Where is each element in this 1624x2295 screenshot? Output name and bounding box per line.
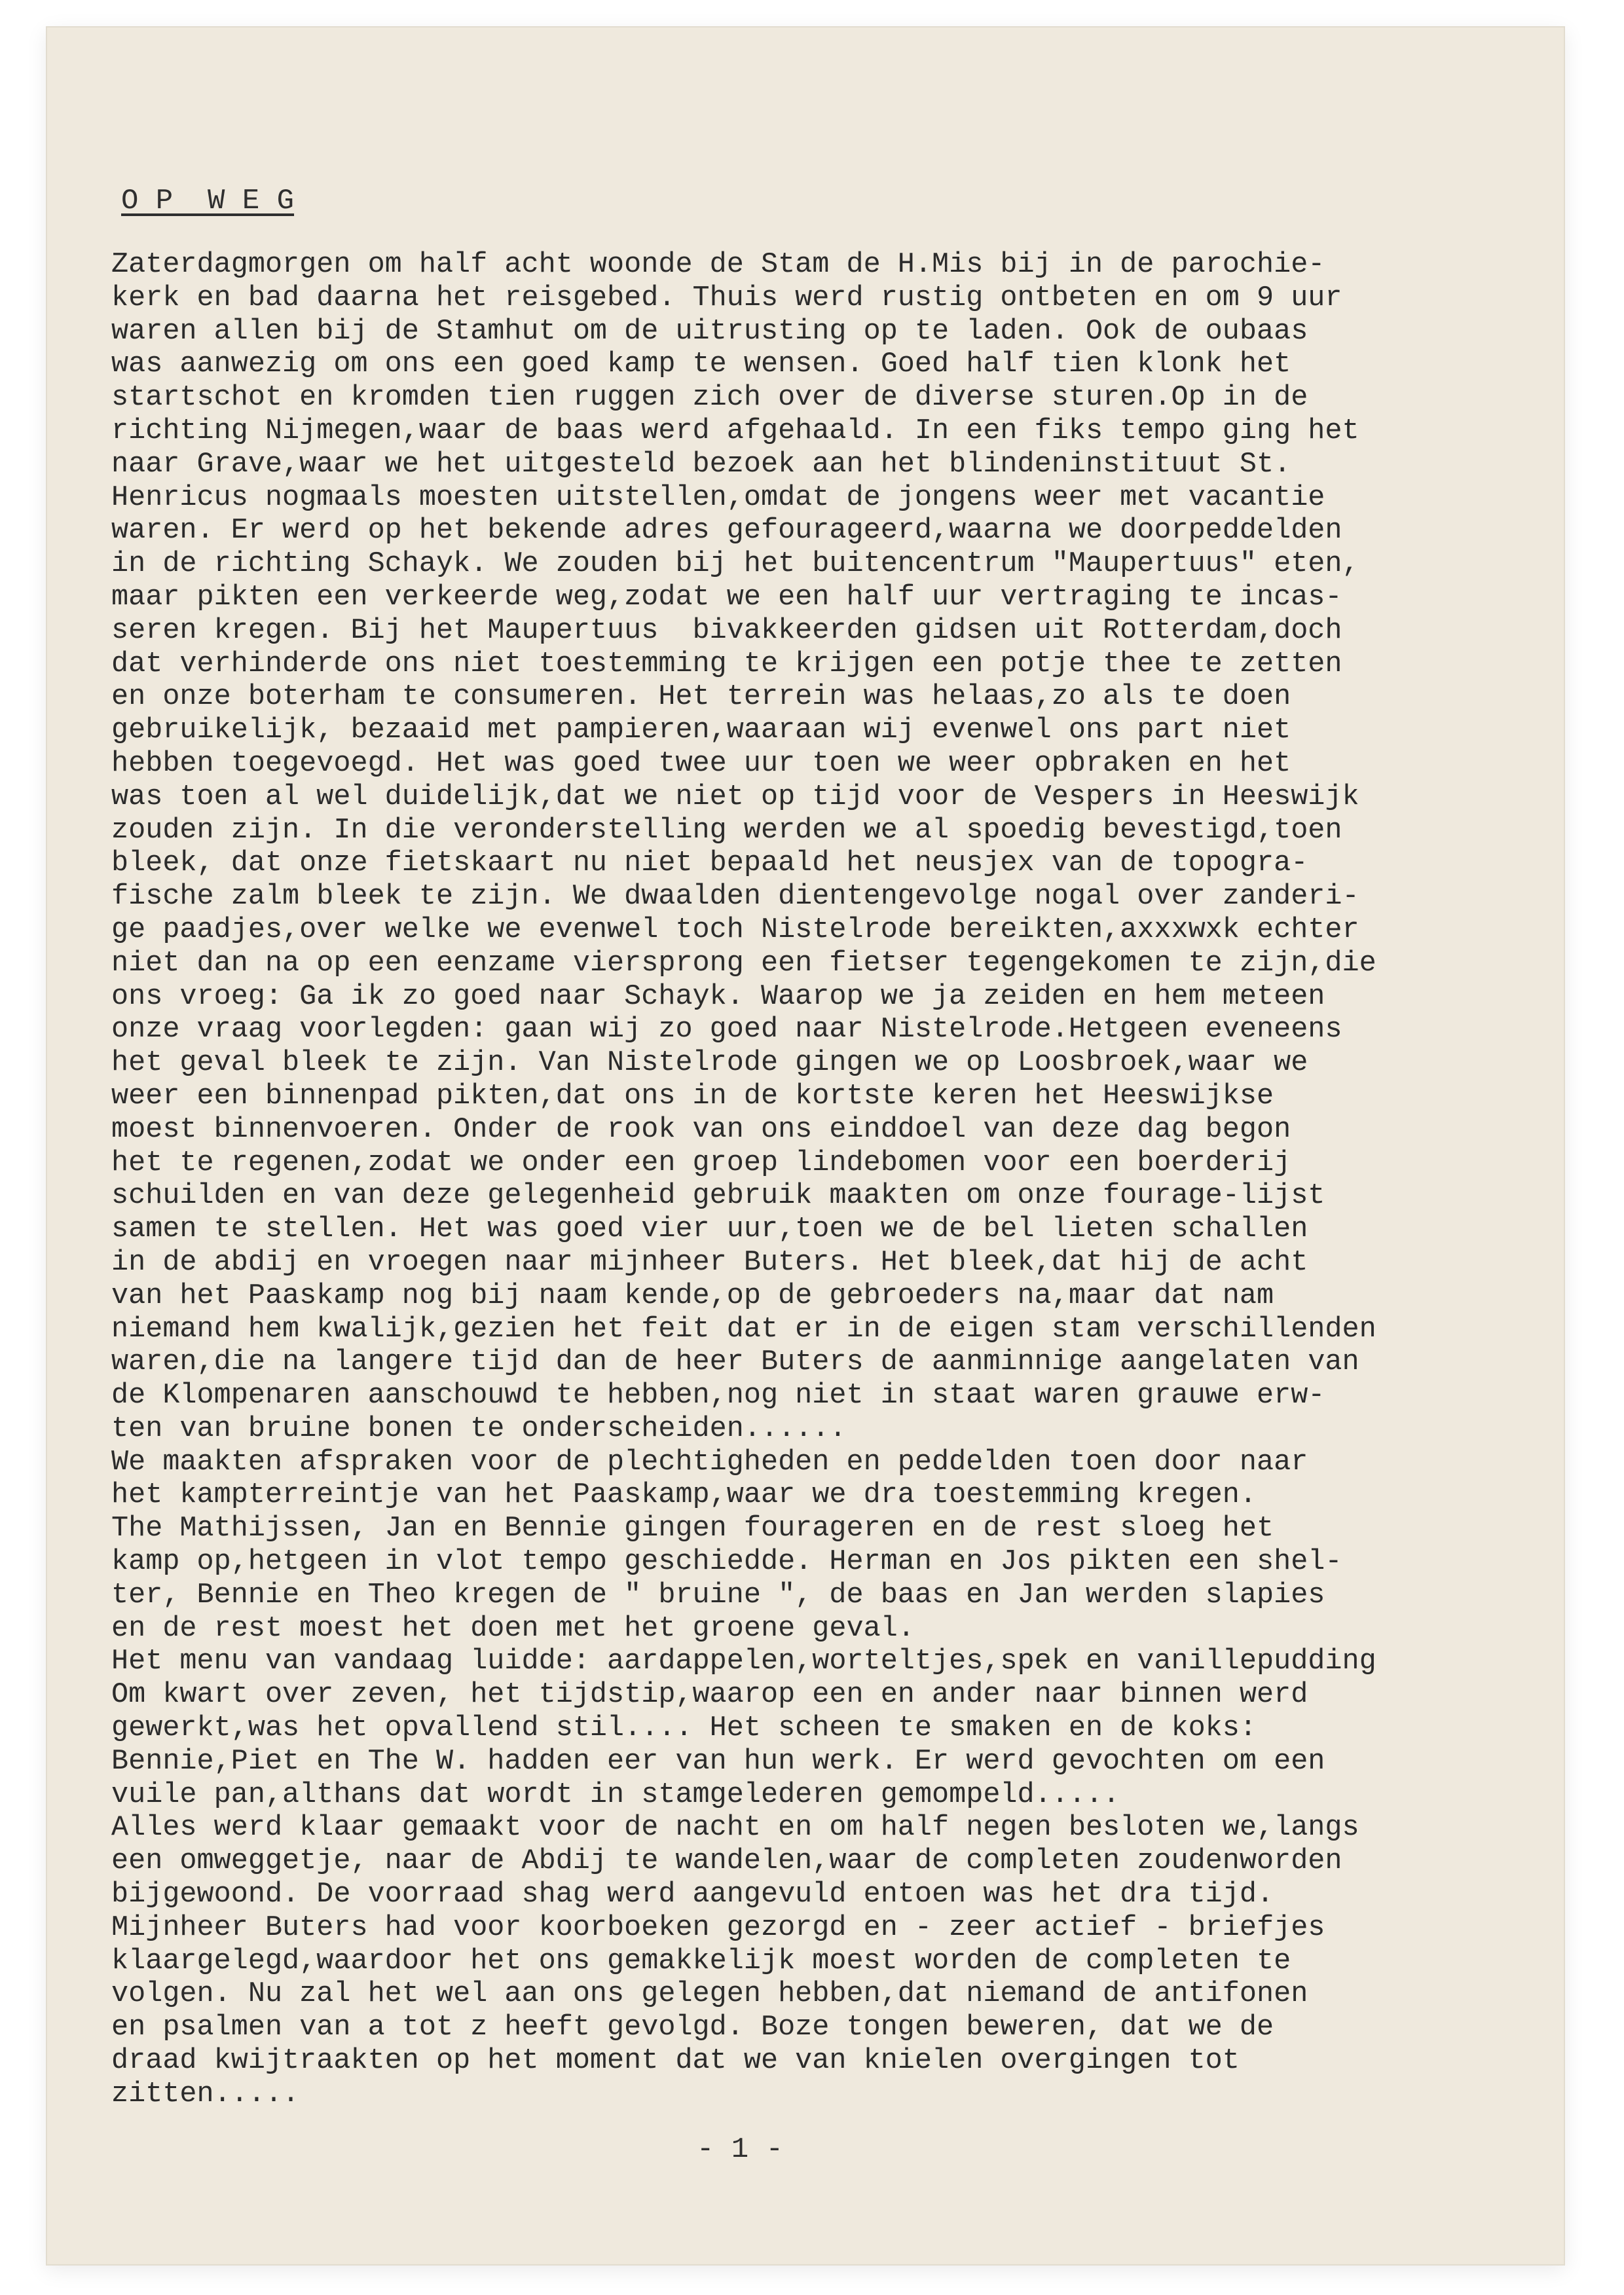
text-line: ten van bruine bonen te onderscheiden......	[111, 1412, 847, 1445]
text-line: het geval bleek te zijn. Van Nistelrode gingen we op Loosbroek,waar we	[111, 1047, 1308, 1080]
text-line: richting Nijmegen,waar de baas werd afgehaald. In een fiks tempo ging het	[111, 414, 1359, 447]
text-line: samen te stellen. Het was goed vier uur,toen we de bel lieten schallen	[111, 1213, 1308, 1246]
text-line: bijgewoond. De voorraad shag werd aangevuld entoen was het dra tijd.	[111, 1879, 1274, 1911]
text-line: vuile pan,althans dat wordt in stamgelederen gemompeld.....	[111, 1778, 1120, 1811]
text-line: bleek, dat onze fietskaart nu niet bepaald het neusjex van de topogra-	[111, 847, 1308, 880]
text-line: en de rest moest het doen met het groene geval.	[111, 1612, 915, 1645]
text-line: zitten.....	[111, 2078, 300, 2110]
text-line: niemand hem kwalijk,gezien het feit dat er in de eigen stam verschillenden	[111, 1313, 1376, 1346]
text-line: naar Grave,waar we het uitgesteld bezoek aan het blindeninstituut St.	[111, 448, 1291, 481]
text-line: waren. Er werd op het bekende adres gefourageerd,waarna we doorpeddelden	[111, 515, 1342, 547]
text-line: was toen al wel duidelijk,dat we niet op tijd voor de Vespers in Heeswijk	[111, 780, 1359, 813]
text-line: startschot en kromden tien ruggen zich over de diverse sturen.Op in de	[111, 382, 1308, 414]
text-line: The Mathijssen, Jan en Bennie gingen fourageren en de rest sloeg het	[111, 1513, 1274, 1545]
text-line: schuilden en van deze gelegenheid gebruik maakten om onze fourage-lijst	[111, 1180, 1325, 1213]
text-line: een omweggetje, naar de Abdij te wandelen,waar de completen zoudenworden	[111, 1845, 1342, 1878]
text-line: We maakten afspraken voor de plechtigheden en peddelden toen door naar	[111, 1446, 1308, 1478]
text-line: gewerkt,was het opvallend stil.... Het scheen te smaken en de koks:	[111, 1712, 1257, 1745]
text-line: het te regenen,zodat we onder een groep lindebomen voor een boerderij	[111, 1147, 1291, 1179]
text-line: ons vroeg: Ga ik zo goed naar Schayk. Waarop we ja zeiden en hem meteen	[111, 980, 1325, 1013]
text-line: Henricus nogmaals moesten uitstellen,omdat de jongens weer met vacantie	[111, 481, 1325, 514]
text-line: en psalmen van a tot z heeft gevolgd. Boze tongen beweren, dat we de	[111, 2011, 1274, 2044]
text-line: fische zalm bleek te zijn. We dwaalden dientengevolge nogal over zanderi-	[111, 881, 1359, 913]
text-line: waren,die na langere tijd dan de heer Buters de aanminnige aangelaten van	[111, 1346, 1359, 1379]
text-line: Het menu van vandaag luidde: aardappelen,worteltjes,spek en vanillepudding	[111, 1645, 1376, 1678]
text-line: gebruikelijk, bezaaid met pampieren,waaraan wij evenwel ons part niet	[111, 714, 1291, 747]
text-line: draad kwijtraakten op het moment dat we van knielen overgingen tot	[111, 2045, 1240, 2078]
text-line: Mijnheer Buters had voor koorboeken gezorgd en - zeer actief - briefjes	[111, 1911, 1325, 1944]
text-line: Bennie,Piet en The W. hadden eer van hun werk. Er werd gevochten om een	[111, 1745, 1325, 1778]
text-line: de Klompenaren aanschouwd te hebben,nog niet in staat waren grauwe erw-	[111, 1380, 1325, 1412]
text-line: moest binnenvoeren. Onder de rook van ons einddoel van deze dag begon	[111, 1113, 1291, 1146]
text-line: en onze boterham te consumeren. Het terrein was helaas,zo als te doen	[111, 681, 1291, 714]
text-line: in de richting Schayk. We zouden bij het buitencentrum "Maupertuus" eten,	[111, 548, 1359, 581]
text-line: het kampterreintje van het Paaskamp,waar we dra toestemming kregen.	[111, 1479, 1257, 1512]
text-line: Om kwart over zeven, het tijdstip,waarop een en ander naar binnen werd	[111, 1679, 1308, 1712]
text-line: Zaterdagmorgen om half acht woonde de Stam de H.Mis bij in de parochie-	[111, 249, 1325, 281]
text-line: ter, Bennie en Theo kregen de " bruine ", de baas en Jan werden slapies	[111, 1579, 1325, 1611]
text-line: in de abdij en vroegen naar mijnheer Buters. Het bleek,dat hij de acht	[111, 1246, 1308, 1279]
body-text	[111, 249, 1565, 2112]
text-line: volgen. Nu zal het wel aan ons gelegen hebben,dat niemand de antifonen	[111, 1978, 1308, 2011]
document-title: O P W E G	[121, 185, 295, 217]
text-line: zouden zijn. In die veronderstelling werden we al spoedig bevestigd,toen	[111, 814, 1342, 847]
text-line: hebben toegevoegd. Het was goed twee uur toen we weer opbraken en het	[111, 747, 1291, 780]
text-line: was aanwezig om ons een goed kamp te wensen. Goed half tien klonk het	[111, 348, 1291, 381]
text-line: seren kregen. Bij het Maupertuus bivakkeerden gidsen uit Rotterdam,doch	[111, 614, 1342, 647]
text-line: ge paadjes,over welke we evenwel toch Nistelrode bereikten,axxxwxk echter	[111, 913, 1359, 946]
text-line: weer een binnenpad pikten,dat ons in de kortste keren het Heeswijkse	[111, 1080, 1274, 1112]
text-line: niet dan na op een eenzame viersprong een fietser tegengekomen te zijn,die	[111, 947, 1376, 980]
text-line: Alles werd klaar gemaakt voor de nacht en om half negen besloten we,langs	[111, 1812, 1359, 1845]
text-line: van het Paaskamp nog bij naam kende,op de gebroeders na,maar dat nam	[111, 1279, 1274, 1312]
text-line: dat verhinderde ons niet toestemming te krijgen een potje thee te zetten	[111, 648, 1342, 680]
text-line: maar pikten een verkeerde weg,zodat we een half uur vertraging te incas-	[111, 581, 1342, 614]
text-line: kamp op,hetgeen in vlot tempo geschiedde. Herman en Jos pikten een shel-	[111, 1546, 1342, 1579]
text-line: onze vraag voorlegden: gaan wij zo goed naar Nistelrode.Hetgeen eveneens	[111, 1014, 1342, 1046]
page-number: - 1 -	[696, 2133, 784, 2166]
text-line: waren allen bij de Stamhut om de uitrusting op te laden. Ook de oubaas	[111, 315, 1308, 348]
text-line: klaargelegd,waardoor het ons gemakkelijk moest worden de completen te	[111, 1945, 1291, 1977]
text-line: kerk en bad daarna het reisgebed. Thuis werd rustig ontbeten en om 9 uur	[111, 282, 1342, 314]
